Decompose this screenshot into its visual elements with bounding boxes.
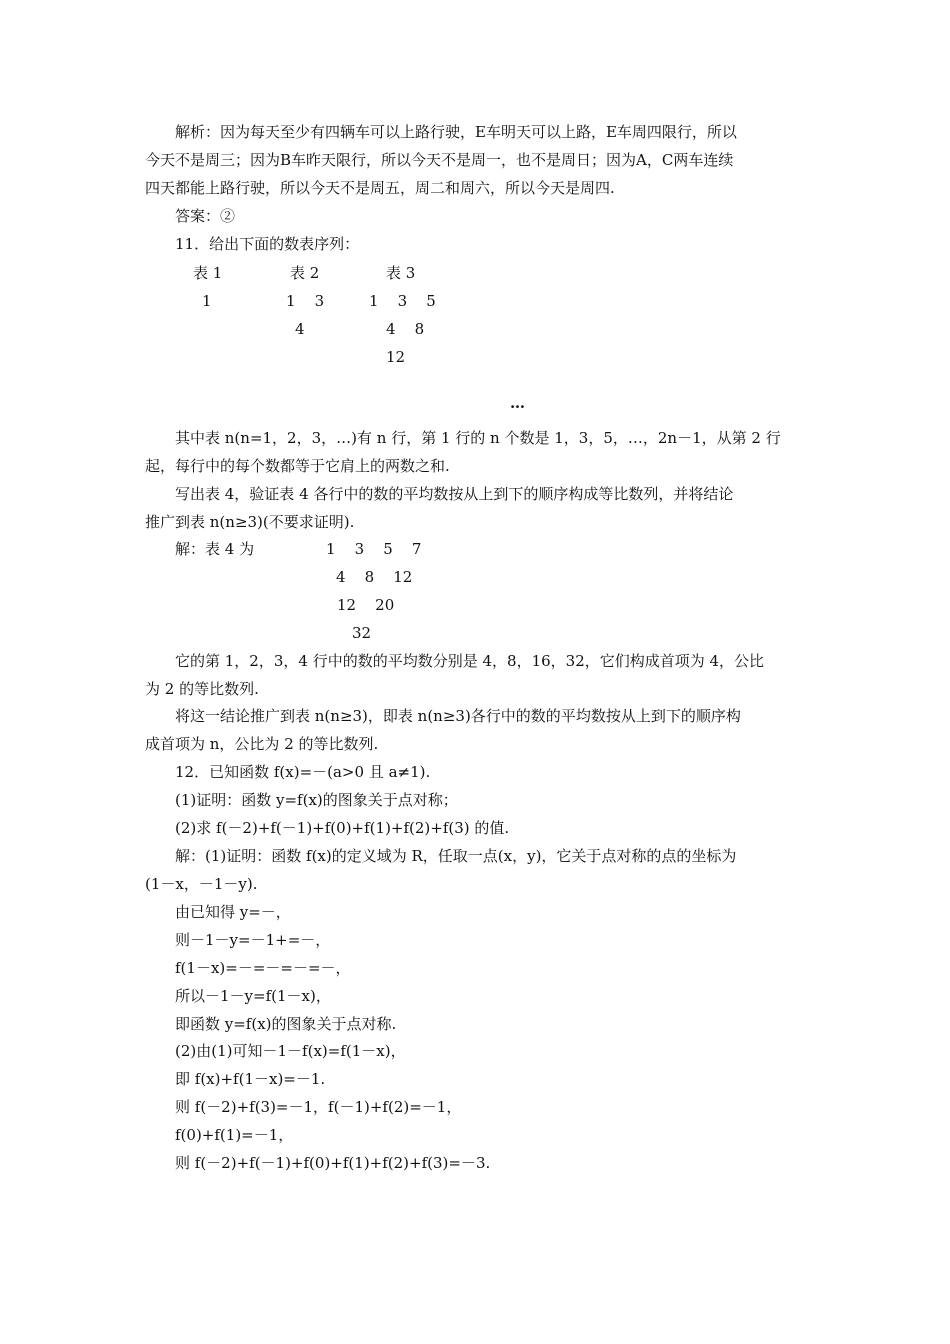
table-2-row-2: 4 [295, 320, 305, 338]
q12-line-15: 则 f(－2)+f(－1)+f(0)+f(1)+f(2)+f(3)=－3. [175, 1154, 491, 1172]
q12-line-7: 则－1－y=－1+=－， [175, 931, 331, 949]
table-4-row-2: 4 8 12 [336, 568, 413, 586]
q12-line-12: 即 f(x)+f(1－x)=－1. [175, 1070, 326, 1088]
table-1-title: 表 1 [193, 264, 223, 282]
q11-para-2a: 写出表 4，验证表 4 各行中的数的平均数按从上到下的顺序构成等比数列，并将结论 [175, 485, 734, 503]
q12-line-3: (2)求 f(－2)+f(－1)+f(0)+f(1)+f(2)+f(3) 的值. [175, 819, 510, 837]
q12-line-11: (2)由(1)可知－1－f(x)=f(1－x)， [175, 1042, 406, 1060]
q11-para-1a: 其中表 n(n=1，2，3，…)有 n 行，第 1 行的 n 个数是 1，3，5，…，2n－1，从第 2 行 [175, 429, 781, 447]
sequence-ellipsis: … [510, 394, 526, 412]
q12-line-13: 则 f(－2)+f(3)=－1，f(－1)+f(2)=－1， [175, 1098, 462, 1116]
q11-solution-label: 解：表 4 为 [175, 540, 255, 558]
q12-line-14: f(0)+f(1)=－1， [175, 1126, 294, 1144]
q12-line-9: 所以－1－y=f(1－x)， [175, 987, 331, 1005]
q11-para-3a: 它的第 1，2，3，4 行中的数的平均数分别是 4，8，16，32，它们构成首项为 4，公比 [175, 652, 765, 670]
analysis-line-3: 四天都能上路行驶，所以今天不是周五，周二和周六，所以今天是周四. [145, 179, 615, 197]
q11-para-4b: 成首项为 n，公比为 2 的等比数列. [145, 735, 379, 753]
q11-prompt: 11．给出下面的数表序列： [175, 235, 360, 253]
q12-line-5: (1－x，－1－y). [145, 875, 258, 893]
table-2-row-1: 1 3 [286, 292, 325, 310]
q12-line-1: 12．已知函数 f(x)=－(a>0 且 a≠1). [175, 763, 431, 781]
q12-line-2: (1)证明：函数 y=f(x)的图象关于点对称； [175, 791, 458, 809]
table-3-row-1: 1 3 5 [369, 292, 436, 310]
q12-line-10: 即函数 y=f(x)的图象关于点对称. [175, 1015, 397, 1033]
table-3-row-2: 4 8 [386, 320, 425, 338]
table-3-title: 表 3 [386, 264, 416, 282]
analysis-line-2: 今天不是周三；因为B车昨天限行，所以今天不是周一，也不是周日；因为A，C两车连续 [145, 151, 734, 169]
q12-line-8: f(1－x)=－=－=－=－， [175, 959, 351, 977]
table-1-row-1: 1 [202, 292, 212, 310]
q12-line-6: 由已知得 y=－， [175, 903, 291, 921]
analysis-line-1: 解析：因为每天至少有四辆车可以上路行驶，E车明天可以上路，E车周四限行，所以 [175, 123, 737, 141]
q12-line-4: 解：(1)证明：函数 f(x)的定义域为 R，任取一点(x，y)，它关于点对称的点的坐标为 [175, 847, 737, 865]
table-2-title: 表 2 [290, 264, 320, 282]
table-3-row-3: 12 [386, 348, 406, 366]
table-4-row-4: 32 [352, 624, 372, 642]
q11-para-1b: 起，每行中的每个数都等于它肩上的两数之和. [145, 457, 450, 475]
table-4-row-3: 12 20 [337, 596, 395, 614]
q11-para-2b: 推广到表 n(n≥3)(不要求证明). [145, 513, 355, 531]
q11-para-3b: 为 2 的等比数列. [145, 680, 259, 698]
q11-para-4a: 将这一结论推广到表 n(n≥3)，即表 n(n≥3)各行中的数的平均数按从上到下的顺序构 [175, 707, 741, 725]
answer-line: 答案：② [175, 207, 236, 225]
table-4-row-1: 1 3 5 7 [326, 540, 422, 558]
